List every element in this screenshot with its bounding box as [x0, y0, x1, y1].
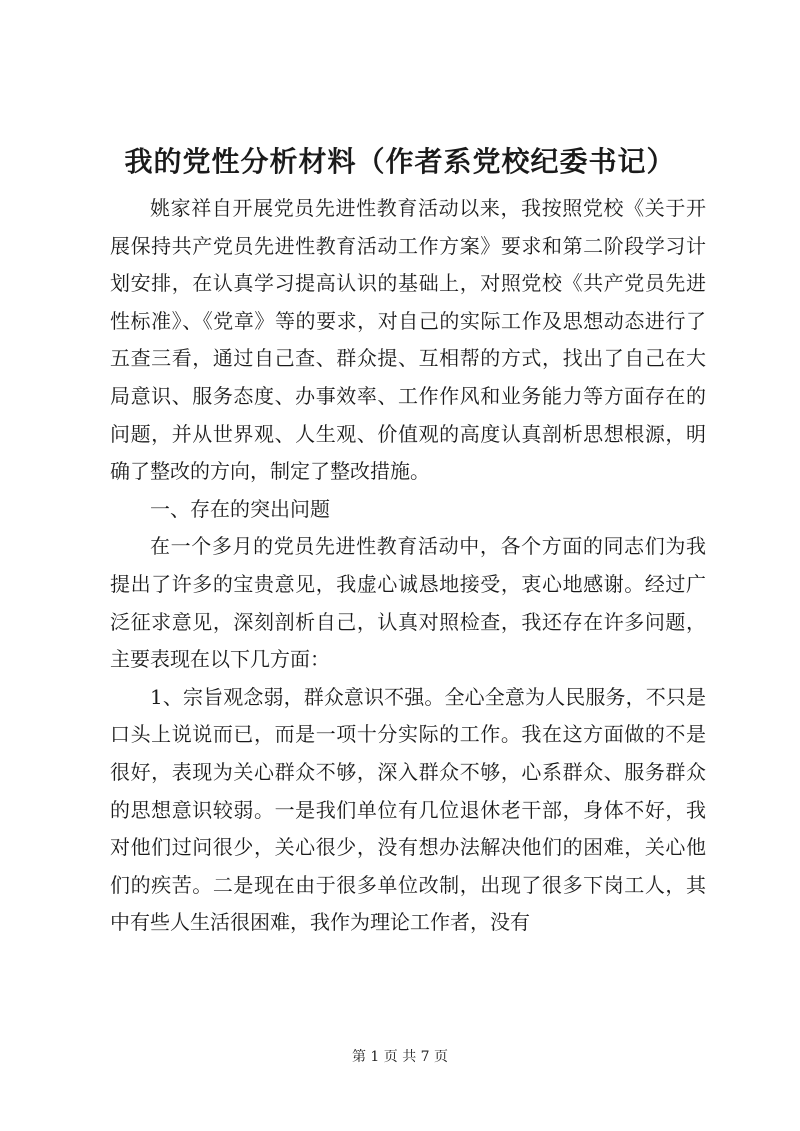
paragraph-problems-intro: 在一个多月的党员先进性教育活动中，各个方面的同志们为我提出了许多的宝贵意见，我虚心诚恳地接受，衷心地感谢。经过广泛征求意见，深刻剖析自己，认真对照检查，我还存在许多问题，主要表现在以下几方面： [110, 534, 706, 672]
document-title: 我的党性分析材料（作者系党校纪委书记） [124, 145, 676, 178]
page-footer: 第 1 页 共 7 页 [351, 1049, 449, 1065]
paragraph-point-1: 1、宗旨观念弱，群众意识不强。全心全意为人民服务，不只是口头上说说而已，而是一项十分实际的工作。我在这方面做的不是很好，表现为关心群众不够，深入群众不够，心系群众、服务群众的思想意识较弱。一是我们单位有几位退休老干部，身体不好，我对他们过问很少，关心很少，没有想办法解决他们的困难，关心他们的疾苦。二是现在由于很多单位改制，出现了很多下岗工人，其中有些人生活很困难，我作为理论工作者，没有 [110, 684, 706, 935]
section-heading: 一、存在的突出问题 [150, 496, 330, 521]
paragraph-intro: 姚家祥自开展党员先进性教育活动以来，我按照党校《关于开展保持共产党员先进性教育活动工作方案》要求和第二阶段学习计划安排，在认真学习提高认识的基础上，对照党校《共产党员先进性标准》、《党章》等的要求，对自己的实际工作及思想动态进行了五查三看，通过自己查、群众提、互相帮的方式，找出了自己在大局意识、服务态度、办事效率、工作作风和业务能力等方面存在的问题，并从世界观、人生观、价值观的高度认真剖析思想根源，明确了整改的方向，制定了整改措施。 [110, 196, 706, 484]
document-body [110, 190, 706, 942]
